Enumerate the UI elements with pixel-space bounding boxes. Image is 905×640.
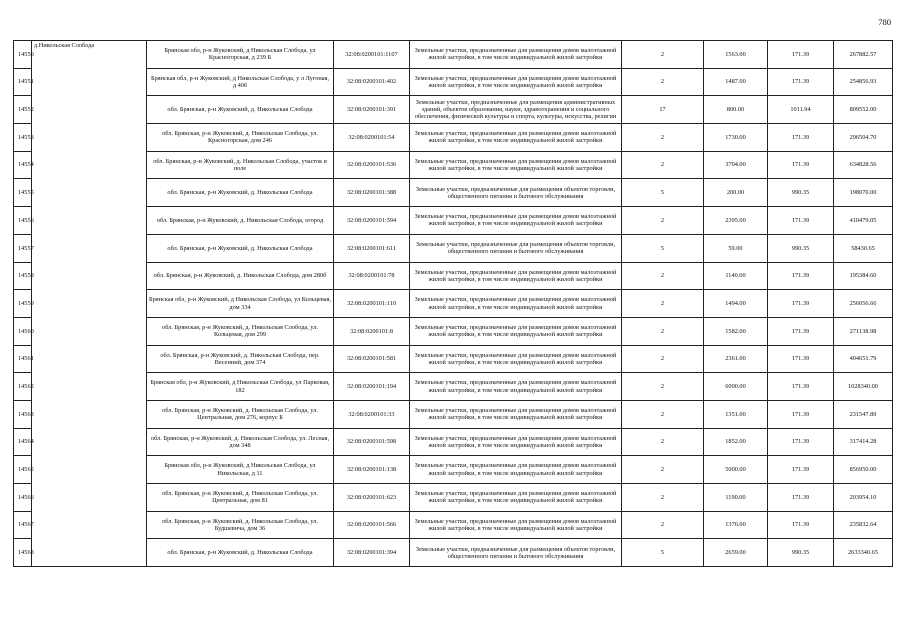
row-number: 14562 (14, 373, 32, 401)
land-use-cell: Земельные участки, предназначенные для размещения домов малоэтажной жилой застройки, в том числе индивидуальной жилой застройки (410, 290, 622, 318)
use-class-cell: 2 (622, 428, 704, 456)
table-body (14, 41, 893, 567)
cadastral-number-cell: 32:08:0200101:566 (334, 511, 410, 539)
cadastral-number-cell: 32:08:0200101:1107 (334, 41, 410, 69)
cadastral-value-cell: 809552.00 (834, 96, 893, 124)
address-cell: Брянская обл, р-н Жуковский, д Никольская Слобода, ул Парковая, 182 (147, 373, 334, 401)
area-cell: 1190.00 (704, 484, 768, 512)
table-row (14, 41, 893, 69)
cadastral-value-cell: 235832.64 (834, 511, 893, 539)
cadastral-number-cell: 32:08:0200101:138 (334, 456, 410, 484)
area-cell: 2395.00 (704, 207, 768, 235)
row-number: 14564 (14, 428, 32, 456)
land-use-cell: Земельные участки, предназначенные для размещения объектов торговли, общественного питания и бытового обслуживания (410, 234, 622, 262)
specific-value-cell: 990.35 (768, 179, 834, 207)
row-number: 14555 (14, 179, 32, 207)
address-cell: обл. Брянская, р-н Жуковский, д. Никольская Слобода, ул. Центральная, дом 81 (147, 484, 334, 512)
land-use-cell: Земельные участки, предназначенные для размещения домов малоэтажной жилой застройки, в том числе индивидуальной жилой застройки (410, 428, 622, 456)
area-cell: 1730.00 (704, 124, 768, 152)
cadastral-value-cell: 410479.05 (834, 207, 893, 235)
use-class-cell: 17 (622, 96, 704, 124)
specific-value-cell: 171.39 (768, 68, 834, 96)
cadastral-number-cell: 32:08:0200101:402 (334, 68, 410, 96)
address-cell: обл. Брянская, р-н Жуковский, д. Никольская Слобода, пер. Весенний, дом 374 (147, 345, 334, 373)
specific-value-cell: 171.39 (768, 207, 834, 235)
specific-value-cell: 171.39 (768, 484, 834, 512)
cadastral-number-cell: 32:08:0200101:394 (334, 539, 410, 567)
use-class-cell: 2 (622, 151, 704, 179)
land-use-cell: Земельные участки, предназначенные для размещения домов малоэтажной жилой застройки, в том числе индивидуальной жилой застройки (410, 151, 622, 179)
cadastral-number-cell: 32:08:0200101:194 (334, 373, 410, 401)
cadastral-number-cell: 32:08:0200101:8 (334, 317, 410, 345)
use-class-cell: 2 (622, 124, 704, 152)
cadastral-value-cell: 195384.60 (834, 262, 893, 290)
settlement-cell: д.Никольская Слобода (32, 41, 147, 567)
cadastral-value-cell: 856950.00 (834, 456, 893, 484)
specific-value-cell: 171.39 (768, 290, 834, 318)
specific-value-cell: 171.39 (768, 151, 834, 179)
row-number: 14565 (14, 456, 32, 484)
cadastral-number-cell: 32:08:0200101:388 (334, 179, 410, 207)
area-cell: 3704.00 (704, 151, 768, 179)
row-number: 14563 (14, 400, 32, 428)
specific-value-cell: 171.39 (768, 345, 834, 373)
area-cell: 1494.00 (704, 290, 768, 318)
land-use-cell: Земельные участки, предназначенные для размещения домов малоэтажной жилой застройки, в том числе индивидуальной жилой застройки (410, 456, 622, 484)
land-use-cell: Земельные участки, предназначенные для размещения домов малоэтажной жилой застройки, в том числе индивидуальной жилой застройки (410, 262, 622, 290)
address-cell: обл. Брянская, р-н Жуковский, д. Никольская Слобода, ул. Будшевича, дом 36 (147, 511, 334, 539)
row-number: 14559 (14, 290, 32, 318)
cadastral-value-cell: 231547.89 (834, 400, 893, 428)
area-cell: 1582.00 (704, 317, 768, 345)
specific-value-cell: 171.39 (768, 124, 834, 152)
address-cell: обл. Брянская, р-н Жуковский, д. Никольская Слобода (147, 234, 334, 262)
cadastral-value-cell: 296504.70 (834, 124, 893, 152)
row-number: 14556 (14, 207, 32, 235)
use-class-cell: 5 (622, 179, 704, 207)
land-use-cell: Земельные участки, предназначенные для размещения домов малоэтажной жилой застройки, в том числе индивидуальной жилой застройки (410, 400, 622, 428)
use-class-cell: 2 (622, 456, 704, 484)
cadastral-number-cell: 32:08:0200101:594 (334, 207, 410, 235)
row-number: 14566 (14, 484, 32, 512)
specific-value-cell: 171.39 (768, 373, 834, 401)
row-number: 14551 (14, 68, 32, 96)
area-cell: 6000.00 (704, 373, 768, 401)
use-class-cell: 2 (622, 207, 704, 235)
use-class-cell: 2 (622, 400, 704, 428)
address-cell: Брянская обл, р-н Жуковский, д Никольская Слобода, ул Никольская, д 11 (147, 456, 334, 484)
area-cell: 200.00 (704, 179, 768, 207)
cadastral-number-cell: 32:08:0200101:391 (334, 96, 410, 124)
cadastral-number-cell: 32:08:0200101:581 (334, 345, 410, 373)
use-class-cell: 2 (622, 317, 704, 345)
use-class-cell: 2 (622, 484, 704, 512)
use-class-cell: 2 (622, 262, 704, 290)
area-cell: 59.00 (704, 234, 768, 262)
land-use-cell: Земельные участки, предназначенные для размещения домов малоэтажной жилой застройки, в том числе индивидуальной жилой застройки (410, 373, 622, 401)
area-cell: 2659.00 (704, 539, 768, 567)
specific-value-cell: 1011.94 (768, 96, 834, 124)
address-cell: обл. Брянская, р-н Жуковский, д. Никольская Слобода (147, 179, 334, 207)
area-cell: 1563.00 (704, 41, 768, 69)
cadastral-number-cell: 32:08:0200101:110 (334, 290, 410, 318)
land-use-cell: Земельные участки, предназначенные для размещения домов малоэтажной жилой застройки, в том числе индивидуальной жилой застройки (410, 124, 622, 152)
cadastral-value-cell: 404651.79 (834, 345, 893, 373)
land-use-cell: Земельные участки, предназначенные для размещения домов малоэтажной жилой застройки, в том числе индивидуальной жилой застройки (410, 345, 622, 373)
row-number: 14553 (14, 124, 32, 152)
use-class-cell: 5 (622, 234, 704, 262)
address-cell: обл. Брянская, р-н Жуковский, д. Никольская Слобода, дом 280б (147, 262, 334, 290)
specific-value-cell: 171.39 (768, 41, 834, 69)
row-number: 14557 (14, 234, 32, 262)
cadastral-value-cell: 1028340.00 (834, 373, 893, 401)
cadastral-value-cell: 634828.56 (834, 151, 893, 179)
cadastral-number-cell: 32:08:0200101:598 (334, 428, 410, 456)
specific-value-cell: 171.39 (768, 400, 834, 428)
page-number: 780 (878, 17, 891, 27)
row-number: 14552 (14, 96, 32, 124)
area-cell: 800.00 (704, 96, 768, 124)
cadastral-value-table (13, 40, 893, 567)
cadastral-value-cell: 256056.66 (834, 290, 893, 318)
specific-value-cell: 171.39 (768, 428, 834, 456)
cadastral-number-cell: 32:08:0200101:78 (334, 262, 410, 290)
cadastral-value-cell: 317414.28 (834, 428, 893, 456)
land-use-cell: Земельные участки, предназначенные для размещения домов малоэтажной жилой застройки, в том числе индивидуальной жилой застройки (410, 484, 622, 512)
specific-value-cell: 171.39 (768, 456, 834, 484)
specific-value-cell: 171.39 (768, 317, 834, 345)
address-cell: Брянская обл, р-н Жуковский, д Никольская Слобода, у л Лугоная, д 40б (147, 68, 334, 96)
cadastral-number-cell: 32:08:0200101:623 (334, 484, 410, 512)
address-cell: обл. Брянская, р-н Жуковский, д. Никольская Слобода, участок в поле (147, 151, 334, 179)
use-class-cell: 5 (622, 539, 704, 567)
use-class-cell: 2 (622, 511, 704, 539)
cadastral-value-cell: 198070.00 (834, 179, 893, 207)
row-number: 14561 (14, 345, 32, 373)
land-use-cell: Земельные участки, предназначенные для размещения объектов торговли, общественного питания и бытового обслуживания (410, 179, 622, 207)
land-use-cell: Земельные участки, предназначенные для размещения домов малоэтажной жилой застройки, в том числе индивидуальной жилой застройки (410, 207, 622, 235)
use-class-cell: 2 (622, 290, 704, 318)
land-use-cell: Земельные участки, предназначенные для размещения домов малоэтажной жилой застройки, в том числе индивидуальной жилой застройки (410, 511, 622, 539)
use-class-cell: 2 (622, 68, 704, 96)
row-number: 14558 (14, 262, 32, 290)
area-cell: 1487.00 (704, 68, 768, 96)
land-use-cell: Земельные участки, предназначенные для размещения административных зданий, объектов образования, науки, здравоохранения и социального обеспечения, физической культуры и спорта, культуры, искусства, религии (410, 96, 622, 124)
address-cell: обл. Брянская, р-н Жуковский, д. Никольская Слобода, огород (147, 207, 334, 235)
row-number: 14567 (14, 511, 32, 539)
area-cell: 1351.00 (704, 400, 768, 428)
cadastral-number-cell: 32:08:0200101:33 (334, 400, 410, 428)
area-cell: 1376.00 (704, 511, 768, 539)
use-class-cell: 2 (622, 373, 704, 401)
area-cell: 5000.00 (704, 456, 768, 484)
use-class-cell: 2 (622, 41, 704, 69)
area-cell: 2361.00 (704, 345, 768, 373)
area-cell: 1140.00 (704, 262, 768, 290)
row-number: 14568 (14, 539, 32, 567)
cadastral-value-cell: 203954.10 (834, 484, 893, 512)
address-cell: Брянская обл, р-н Жуковский, д Никольская Слобода, ул Кольцевая, дом 334 (147, 290, 334, 318)
address-cell: Брянская обл, р-н Жуковский, д Никольская Слобода, ул Красногорская, д 239 Б (147, 41, 334, 69)
specific-value-cell: 990.35 (768, 539, 834, 567)
cadastral-value-cell: 271138.98 (834, 317, 893, 345)
land-use-cell: Земельные участки, предназначенные для размещения объектов торговли, общественного питания и бытового обслуживания (410, 539, 622, 567)
cadastral-value-cell: 254856.93 (834, 68, 893, 96)
land-use-cell: Земельные участки, предназначенные для размещения домов малоэтажной жилой застройки, в том числе индивидуальной жилой застройки (410, 317, 622, 345)
row-number: 14550 (14, 41, 32, 69)
cadastral-number-cell: 32:08:0200101:611 (334, 234, 410, 262)
address-cell: обл. Брянская, р-н Жуковский, д. Никольская Слобода (147, 539, 334, 567)
cadastral-value-cell: 58430.65 (834, 234, 893, 262)
use-class-cell: 2 (622, 345, 704, 373)
land-use-cell: Земельные участки, предназначенные для размещения домов малоэтажной жилой застройки, в том числе индивидуальной жилой застройки (410, 68, 622, 96)
address-cell: обл. Брянская, р-н Жуковский, д. Никольская Слобода, ул. Центральная, дом 276, корпус Б (147, 400, 334, 428)
row-number: 14554 (14, 151, 32, 179)
land-use-cell: Земельные участки, предназначенные для размещения домов малоэтажной жилой застройки, в том числе индивидуальной жилой застройки (410, 41, 622, 69)
area-cell: 1852.00 (704, 428, 768, 456)
cadastral-value-cell: 267882.57 (834, 41, 893, 69)
cadastral-number-cell: 32:08:0200101:536 (334, 151, 410, 179)
address-cell: обл. Брянская, р-н Жуковский, д. Никольская Слобода (147, 96, 334, 124)
cadastral-number-cell: 32:08:0200101:54 (334, 124, 410, 152)
specific-value-cell: 990.35 (768, 234, 834, 262)
cadastral-value-cell: 2633340.65 (834, 539, 893, 567)
address-cell: обл. Брянская, р-н Жуковский, д. Никольская Слобода, ул. Кольцевая, дом 299 (147, 317, 334, 345)
address-cell: обл. Брянская, р-н Жуковский, д. Никольская Слобода, ул. Лесная, дом 348 (147, 428, 334, 456)
row-number: 14560 (14, 317, 32, 345)
specific-value-cell: 171.39 (768, 511, 834, 539)
address-cell: обл. Брянская, р-н Жуковский, д. Никольская Слобода, ул. Красногорская, дом 246 (147, 124, 334, 152)
specific-value-cell: 171.39 (768, 262, 834, 290)
